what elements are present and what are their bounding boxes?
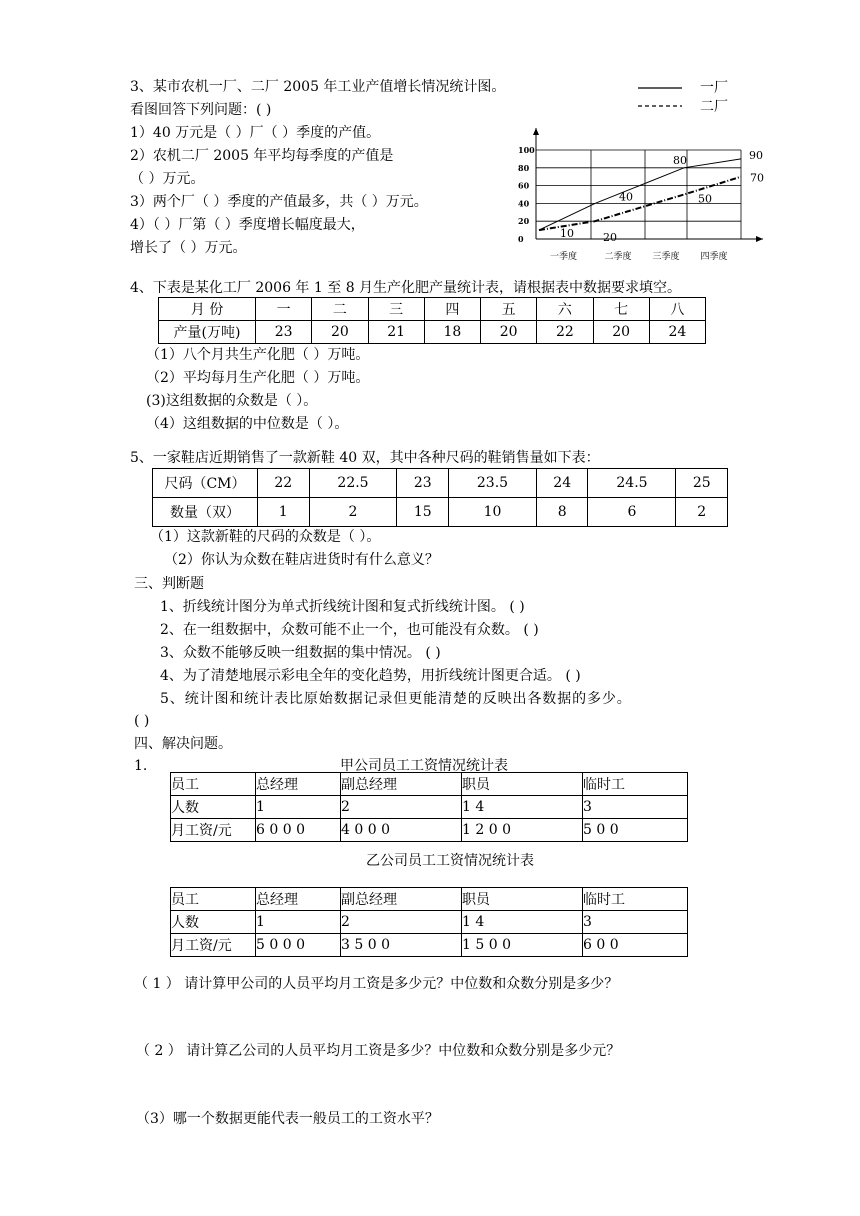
x-tick-label: 三季度 bbox=[652, 252, 680, 262]
legend-label-factory-1: 一厂 bbox=[700, 80, 728, 96]
q3-title: 3、某市农机一厂、二厂 2005 年工业产值增长情况统计图。 bbox=[130, 79, 506, 95]
q4-header-cell: 七 bbox=[593, 298, 649, 321]
q3-question-2: 2）农机二厂 2005 年平均每季度的产值是 bbox=[130, 148, 394, 164]
table-b-cell: 1 4 bbox=[462, 911, 583, 934]
q5-header-cell: 22 bbox=[258, 469, 310, 498]
table-a-cell: 6 0 0 0 bbox=[256, 819, 341, 842]
data-label: 20 bbox=[603, 231, 617, 244]
legend-label-factory-2: 二厂 bbox=[700, 99, 728, 115]
q5-data-cell: 2 bbox=[309, 498, 397, 527]
q5-header-cell: 23.5 bbox=[448, 469, 536, 498]
data-label: 80 bbox=[673, 153, 687, 167]
table-b-cell: 总经理 bbox=[256, 888, 341, 911]
table-a-cell: 人数 bbox=[171, 796, 256, 819]
q5-question-2: （2）你认为众数在鞋店进货时有什么意义？ bbox=[164, 552, 439, 568]
q5-data-cell: 1 bbox=[258, 498, 310, 527]
data-label: 40 bbox=[619, 190, 633, 204]
judge-item-2: 2、在一组数据中，众数可能不止一个，也可能没有众数。 ( ) bbox=[160, 622, 539, 638]
company-b-wage-row bbox=[171, 934, 688, 957]
x-tick-label: 二季度 bbox=[604, 252, 632, 262]
q5-header-cell: 24 bbox=[536, 469, 588, 498]
q3-question-4-cont: 增长了（ ）万元。 bbox=[130, 240, 247, 256]
table-a-cell: 临时工 bbox=[583, 773, 688, 796]
judge-item-5: 5、统计图和统计表比原始数据记录但更能清楚的反映出各数据的多少。 bbox=[160, 691, 632, 707]
q3-question-3: 3）两个厂（ ）季度的产值最多，共（ ）万元。 bbox=[130, 194, 428, 210]
table-a-cell: 2 bbox=[341, 796, 462, 819]
q5-header-cell: 22.5 bbox=[309, 469, 397, 498]
x-axis-arrow bbox=[756, 236, 763, 242]
q4-data-cell: 21 bbox=[368, 321, 424, 344]
q5-data-cell: 2 bbox=[676, 498, 728, 527]
company-a-table bbox=[170, 772, 688, 842]
q4-header-cell: 一 bbox=[256, 298, 312, 321]
q4-data-cell: 20 bbox=[312, 321, 368, 344]
company-a-header-row bbox=[171, 773, 688, 796]
company-b-header-row bbox=[171, 888, 688, 911]
y-tick-label: 20 bbox=[518, 216, 530, 227]
table-a-cell: 员工 bbox=[171, 773, 256, 796]
legend-swatches bbox=[636, 82, 686, 112]
table-b-cell: 职员 bbox=[462, 888, 583, 911]
x-tick-label: 一季度 bbox=[549, 252, 578, 262]
q4-header-cell: 三 bbox=[368, 298, 424, 321]
q4-table-data-row bbox=[159, 321, 706, 344]
table-a-cell: 1 4 bbox=[462, 796, 583, 819]
y-tick-label: 60 bbox=[518, 180, 530, 191]
q4-data-cell: 20 bbox=[481, 321, 537, 344]
q5-data-cell: 15 bbox=[397, 498, 449, 527]
q3-question-2-blank: （ ）万元。 bbox=[130, 171, 205, 187]
q3-question-4: 4）（ ）厂第（ ）季度增长幅度最大， bbox=[130, 217, 365, 233]
y-tick-label: 40 bbox=[518, 198, 530, 209]
problem-question-1: （ 1 ） 请计算甲公司的人员平均月工资是多少元？中位数和众数分别是多少？ bbox=[134, 976, 619, 992]
section-4-title: 四、解决问题。 bbox=[134, 736, 232, 752]
company-b-count-row bbox=[171, 911, 688, 934]
q5-table-header-row bbox=[153, 469, 728, 498]
q4-table-header-row bbox=[159, 298, 706, 321]
q5-header-cell: 24.5 bbox=[588, 469, 676, 498]
data-label: 50 bbox=[698, 192, 712, 206]
judge-item-1: 1、折线统计图分为单式折线统计图和复式折线统计图。 ( ) bbox=[160, 599, 525, 615]
table-b-cell: 6 0 0 bbox=[583, 934, 688, 957]
q5-question-1: （1）这款新鞋的尺码的众数是（ ）。 bbox=[150, 529, 381, 545]
data-label: 90 bbox=[749, 148, 763, 162]
table-a-cell: 副总经理 bbox=[341, 773, 462, 796]
q3-question-1: 1）40 万元是（ ）厂（ ）季度的产值。 bbox=[130, 125, 381, 141]
table-a-cell: 5 0 0 bbox=[583, 819, 688, 842]
q4-question-4: （4）这组数据的中位数是（ ）。 bbox=[146, 416, 349, 432]
section-3-title: 三、判断题 bbox=[134, 576, 204, 592]
table-a-cell: 总经理 bbox=[256, 773, 341, 796]
table-b-cell: 3 5 0 0 bbox=[341, 934, 462, 957]
q4-data-cell: 18 bbox=[424, 321, 480, 344]
y-axis-arrow bbox=[533, 128, 539, 135]
table-b-cell: 临时工 bbox=[583, 888, 688, 911]
table-a-cell: 3 bbox=[583, 796, 688, 819]
x-tick-label: 四季度 bbox=[700, 252, 728, 262]
table-b-cell: 月工资/元 bbox=[171, 934, 256, 957]
q4-data-cell: 20 bbox=[593, 321, 649, 344]
q4-intro: 4、下表是某化工厂 2006 年 1 至 8 月生产化肥产量统计表，请根据表中数据要求填空。 bbox=[130, 280, 682, 296]
q4-data-cell: 24 bbox=[649, 321, 705, 344]
table-b-cell: 1 5 0 0 bbox=[462, 934, 583, 957]
table-a-cell: 4 0 0 0 bbox=[341, 819, 462, 842]
q4-header-cell: 五 bbox=[481, 298, 537, 321]
q5-header-cell: 尺码（CM） bbox=[153, 469, 258, 498]
table-b-cell: 人数 bbox=[171, 911, 256, 934]
table-b-caption: 乙公司员工工资情况统计表 bbox=[366, 853, 534, 869]
q3-instruction: 看图回答下列问题：( ) bbox=[130, 102, 272, 118]
table-b-cell: 3 bbox=[583, 911, 688, 934]
q5-data-cell: 6 bbox=[588, 498, 676, 527]
company-b-table bbox=[170, 887, 688, 957]
q5-header-cell: 23 bbox=[397, 469, 449, 498]
table-a-cell: 1 2 0 0 bbox=[462, 819, 583, 842]
q4-data-cell: 22 bbox=[537, 321, 593, 344]
line-chart bbox=[510, 122, 770, 262]
table-a-cell: 月工资/元 bbox=[171, 819, 256, 842]
y-tick-label: 80 bbox=[518, 162, 530, 173]
data-label: 70 bbox=[750, 171, 764, 185]
q5-table-data-row bbox=[153, 498, 728, 527]
q4-header-cell: 八 bbox=[649, 298, 705, 321]
table-b-cell: 员工 bbox=[171, 888, 256, 911]
problem-question-2: （ 2 ） 请计算乙公司的人员平均月工资是多少？中位数和众数分别是多少元？ bbox=[136, 1043, 621, 1059]
data-label: 10 bbox=[560, 227, 574, 240]
y-tick-label: 0 bbox=[518, 234, 524, 244]
table-a-caption: 甲公司员工工资情况统计表 bbox=[340, 758, 508, 774]
q5-header-cell: 25 bbox=[676, 469, 728, 498]
q5-data-cell: 数量（双） bbox=[153, 498, 258, 527]
q4-header-cell: 四 bbox=[424, 298, 480, 321]
q4-data-cell: 产量(万吨) bbox=[159, 321, 256, 344]
table-b-cell: 副总经理 bbox=[341, 888, 462, 911]
q4-header-cell: 二 bbox=[312, 298, 368, 321]
problem-number: 1. bbox=[134, 758, 148, 774]
q4-question-1: （1）八个月共生产化肥（ ）万吨。 bbox=[146, 347, 370, 363]
q4-table bbox=[158, 297, 706, 344]
q5-intro: 5、一家鞋店近期销售了一款新鞋 40 双，其中各种尺码的鞋销售量如下表： bbox=[130, 450, 600, 466]
judge-item-3: 3、众数不能够反映一组数据的集中情况。 ( ) bbox=[160, 645, 441, 661]
table-a-cell: 1 bbox=[256, 796, 341, 819]
y-tick-label: 100 bbox=[518, 145, 535, 155]
q5-data-cell: 8 bbox=[536, 498, 588, 527]
judge-item-5-blank: ( ) bbox=[134, 713, 150, 729]
table-b-cell: 2 bbox=[341, 911, 462, 934]
table-b-cell: 1 bbox=[256, 911, 341, 934]
q4-header-cell: 月 份 bbox=[159, 298, 256, 321]
q5-table bbox=[152, 468, 728, 527]
problem-question-3: （3）哪一个数据更能代表一般员工的工资水平？ bbox=[136, 1111, 439, 1127]
q4-question-3: (3)这组数据的众数是（ ）。 bbox=[146, 393, 318, 409]
q4-header-cell: 六 bbox=[537, 298, 593, 321]
table-b-cell: 5 0 0 0 bbox=[256, 934, 341, 957]
q5-data-cell: 10 bbox=[448, 498, 536, 527]
q4-question-2: （2）平均每月生产化肥（ ）万吨。 bbox=[146, 370, 370, 386]
judge-item-4: 4、为了清楚地展示彩电全年的变化趋势，用折线统计图更合适。 ( ) bbox=[160, 668, 581, 684]
q4-data-cell: 23 bbox=[256, 321, 312, 344]
table-a-cell: 职员 bbox=[462, 773, 583, 796]
company-a-count-row bbox=[171, 796, 688, 819]
company-a-wage-row bbox=[171, 819, 688, 842]
